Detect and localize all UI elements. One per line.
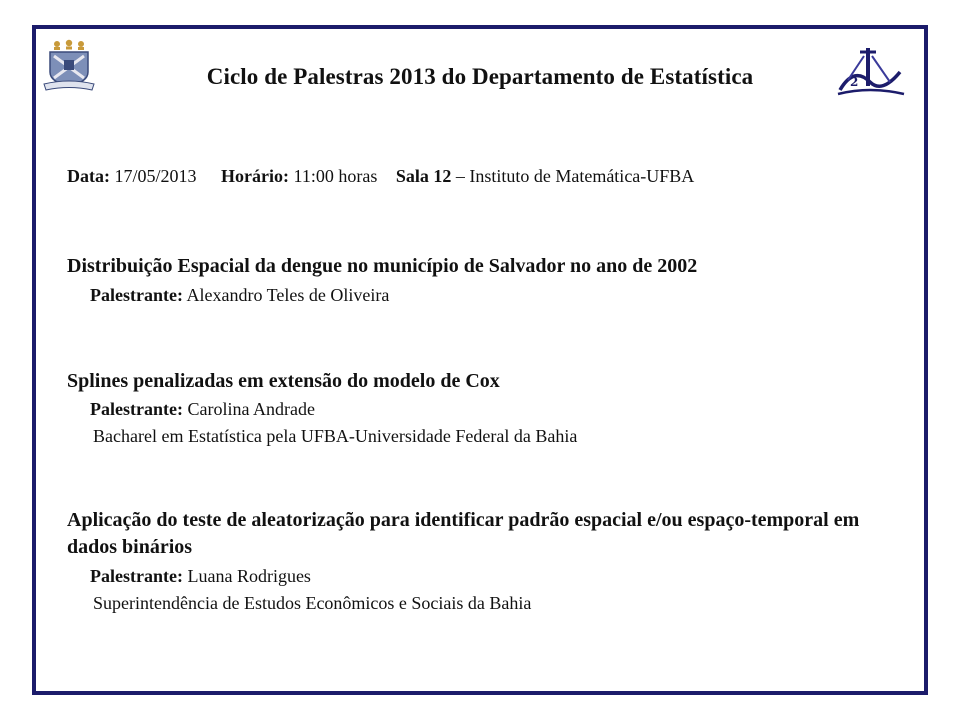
time-label: Horário: — [221, 166, 289, 186]
room-value: – Instituto de Matemática-UFBA — [455, 166, 695, 186]
speaker-name: Carolina Andrade — [187, 399, 315, 419]
date-value: 17/05/2013 — [114, 166, 197, 186]
time-value: 11:00 horas — [293, 166, 378, 186]
date-label: Data: — [67, 166, 110, 186]
speaker-label: Palestrante: — [90, 285, 183, 305]
page-title: Ciclo de Palestras 2013 do Departamento de Estatística — [206, 64, 754, 89]
speaker-name: Luana Rodrigues — [187, 566, 311, 586]
speaker-line — [90, 285, 389, 306]
talk-title: Splines penalizadas em extensão do modelo de Cox — [67, 370, 500, 392]
speaker-label: Palestrante: — [90, 399, 183, 419]
speaker-affiliation: Superintendência de Estudos Econômicos e Sociais da Bahia — [93, 593, 532, 613]
speaker-line — [90, 399, 315, 420]
speaker-line — [90, 566, 311, 587]
svg-text:2: 2 — [850, 75, 859, 89]
event-info-line — [67, 166, 694, 187]
speaker-label: Palestrante: — [90, 566, 183, 586]
talk-title: Distribuição Espacial da dengue no município de Salvador no ano de 2002 — [67, 255, 698, 277]
speaker-affiliation: Bacharel em Estatística pela UFBA-Universidade Federal da Bahia — [93, 426, 578, 446]
speaker-name: Alexandro Teles de Oliveira — [186, 285, 390, 305]
room-label: Sala 12 — [395, 166, 452, 186]
talk-title: Aplicação do teste de aleatorização para identificar padrão espacial e/ou espaço-temporal em dados binários — [67, 509, 860, 558]
